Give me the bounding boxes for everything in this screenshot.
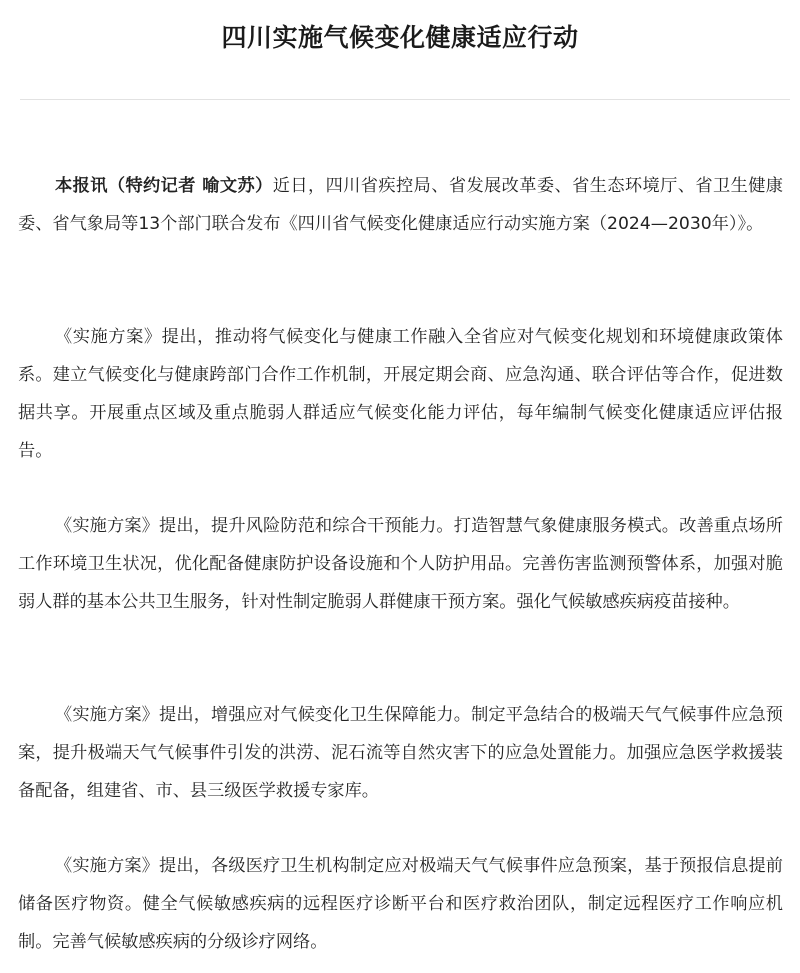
article-title: 四川实施气候变化健康适应行动: [221, 22, 579, 52]
article-byline: 本报讯（特约记者 喻文苏）: [55, 176, 273, 196]
title-divider: [20, 99, 790, 100]
article-paragraph-5: 《实施方案》提出，各级医疗卫生机构制定应对极端天气气候事件应急预案，基于预报信息提前储备医疗物资。健全气候敏感疾病的远程医疗诊断平台和医疗救治团队，制定远程医疗工作响应机制。完善气候敏感疾病的分级诊疗网络。: [18, 856, 783, 952]
article-paragraph-1: [18, 167, 783, 243]
article-paragraph-3: 《实施方案》提出，提升风险防范和综合干预能力。打造智慧气象健康服务模式。改善重点场所工作环境卫生状况，优化配备健康防护设备设施和个人防护用品。完善伤害监测预警体系，加强对脆弱人群的基本公共卫生服务，针对性制定脆弱人群健康干预方案。强化气候敏感疾病疫苗接种。: [18, 516, 783, 612]
article-paragraph-4: 《实施方案》提出，增强应对气候变化卫生保障能力。制定平急结合的极端天气气候事件应急预案，提升极端天气气候事件引发的洪涝、泥石流等自然灾害下的应急处置能力。加强应急医学救援装备配备，组建省、市、县三级医学救援专家库。: [18, 705, 783, 801]
paragraph-text: 近日，四川省疾控局、省发展改革委、省生态环境厅、省卫生健康委、省气象局等13个部门联合发布《四川省气候变化健康适应行动实施方案（2024—2030年）》。: [18, 176, 783, 234]
article-paragraph-2: 《实施方案》提出，推动将气候变化与健康工作融入全省应对气候变化规划和环境健康政策体系。建立气候变化与健康跨部门合作工作机制，开展定期会商、应急沟通、联合评估等合作，促进数据共享。开展重点区域及重点脆弱人群适应气候变化能力评估，每年编制气候变化健康适应评估报告。: [18, 327, 783, 461]
